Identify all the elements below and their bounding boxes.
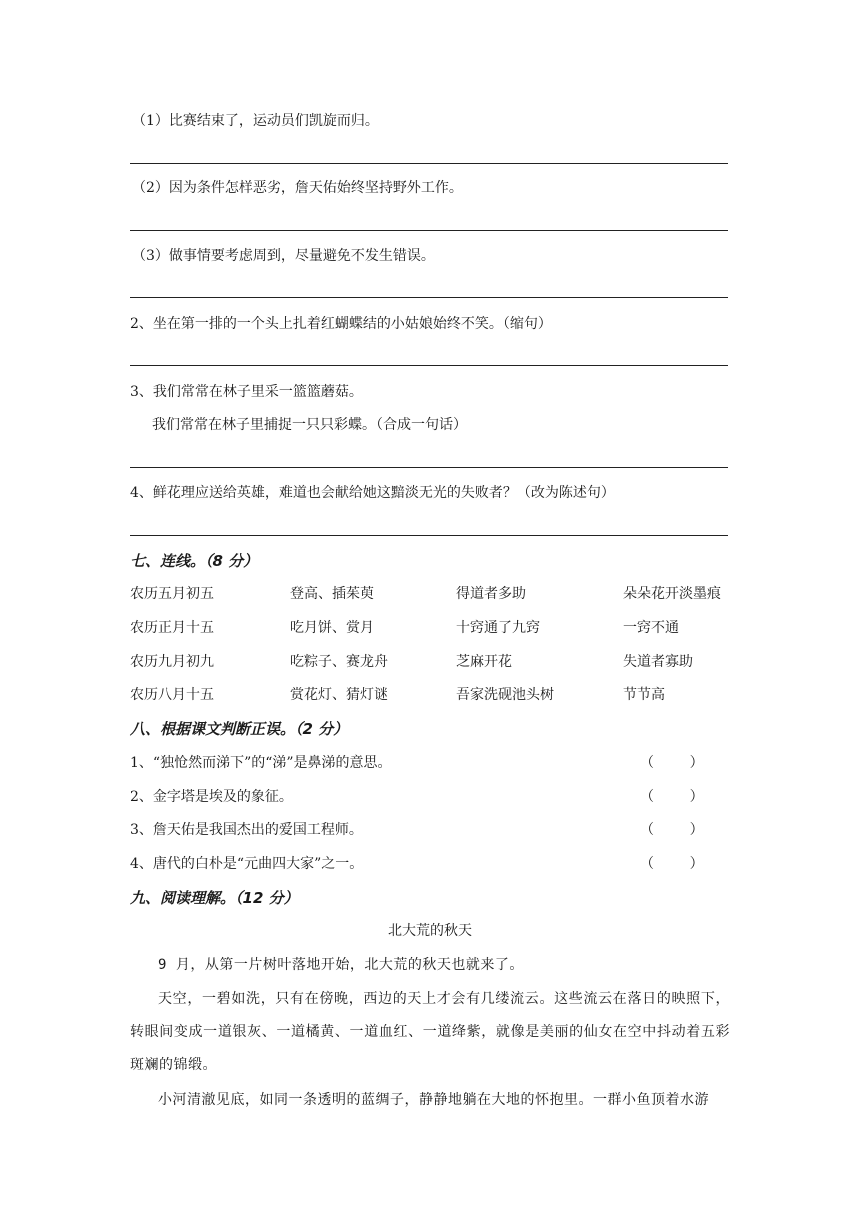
passage-paragraph-2: 天空，一碧如洗，只有在傍晚，西边的天上才会有几缕流云。这些流云在落日的映照下，转眼间变成一道银灰、一道橘黄、一道血红、一道绛紫，就像是美丽的仙女在空中抖动着五彩斑斓的锦缎。 bbox=[130, 991, 730, 1073]
match-cell[interactable]: 吾家洗砚池头树 bbox=[456, 687, 554, 703]
section9-heading: 九、阅读理解。（12 分） bbox=[130, 889, 299, 907]
passage-paragraph-3: 小河清澈见底，如同一条透明的蓝绸子，静静地躺在大地的怀抱里。一群小鱼顶着水游 bbox=[158, 1092, 709, 1108]
q6-item-6: 4、鲜花理应送给英雄，难道也会献给她这黯淡无光的失败者？（改为陈述句） bbox=[130, 485, 615, 501]
answer-line[interactable] bbox=[130, 365, 728, 366]
answer-bracket[interactable]: （ ） bbox=[640, 822, 704, 838]
q6-item-5b: 我们常常在林子里捕捉一只只彩蝶。（合成一句话） bbox=[152, 417, 467, 433]
q6-item-2: （2）因为条件怎样恶劣，詹天佑始终坚持野外工作。 bbox=[132, 180, 463, 196]
judge-item-1: 1、“独怆然而涕下”的“涕”是鼻涕的意思。 bbox=[130, 755, 392, 771]
passage-paragraph-1: 9 月，从第一片树叶落地开始，北大荒的秋天也就来了。 bbox=[158, 957, 524, 973]
match-cell[interactable]: 农历八月十五 bbox=[130, 687, 214, 703]
judge-item-3: 3、詹天佑是我国杰出的爱国工程师。 bbox=[130, 822, 363, 838]
answer-bracket[interactable]: （ ） bbox=[640, 856, 704, 872]
judge-item-4: 4、唐代的白朴是“元曲四大家”之一。 bbox=[130, 856, 364, 872]
q6-item-3: （3）做事情要考虑周到，尽量避免不发生错误。 bbox=[132, 248, 435, 264]
match-cell[interactable]: 芝麻开花 bbox=[456, 654, 512, 670]
passage-title: 北大荒的秋天 bbox=[388, 923, 472, 939]
match-cell[interactable]: 十窍通了九窍 bbox=[456, 620, 540, 636]
answer-line[interactable] bbox=[130, 535, 728, 536]
match-cell[interactable]: 赏花灯、猜灯谜 bbox=[290, 687, 388, 703]
match-cell[interactable]: 吃月饼、赏月 bbox=[290, 620, 374, 636]
answer-line[interactable] bbox=[130, 163, 728, 164]
match-cell[interactable]: 农历正月十五 bbox=[130, 620, 214, 636]
q6-item-1: （1）比赛结束了，运动员们凯旋而归。 bbox=[132, 113, 379, 129]
match-cell[interactable]: 失道者寡助 bbox=[623, 654, 693, 670]
q6-item-5a: 3、我们常常在林子里采一篮篮蘑菇。 bbox=[130, 384, 363, 400]
answer-bracket[interactable]: （ ） bbox=[640, 755, 704, 771]
match-cell[interactable]: 吃粽子、赛龙舟 bbox=[290, 654, 388, 670]
match-cell[interactable]: 农历五月初五 bbox=[130, 586, 214, 602]
q6-item-4: 2、坐在第一排的一个头上扎着红蝴蝶结的小姑娘始终不笑。（缩句） bbox=[130, 316, 552, 332]
answer-bracket[interactable]: （ ） bbox=[640, 789, 704, 805]
match-cell[interactable]: 得道者多助 bbox=[456, 586, 526, 602]
answer-line[interactable] bbox=[130, 230, 728, 231]
section7-heading: 七、连线。（8 分） bbox=[130, 552, 259, 570]
match-cell[interactable]: 登高、插茱萸 bbox=[290, 586, 374, 602]
match-cell[interactable]: 农历九月初九 bbox=[130, 654, 214, 670]
section8-heading: 八、根据课文判断正误。（2 分） bbox=[130, 720, 349, 738]
judge-item-2: 2、金字塔是埃及的象征。 bbox=[130, 789, 293, 805]
match-cell[interactable]: 一窍不通 bbox=[623, 620, 679, 636]
answer-line[interactable] bbox=[130, 297, 728, 298]
match-cell[interactable]: 朵朵花开淡墨痕 bbox=[623, 586, 721, 602]
answer-line[interactable] bbox=[130, 467, 728, 468]
match-cell[interactable]: 节节高 bbox=[623, 687, 665, 703]
